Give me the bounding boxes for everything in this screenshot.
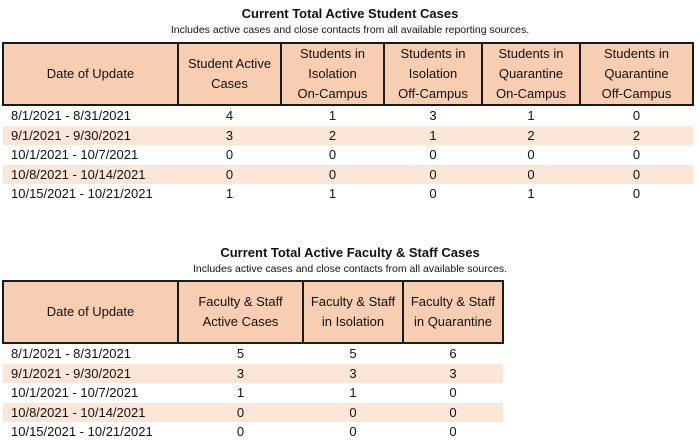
count-cell: 0 <box>527 147 535 162</box>
count-cell: 0 <box>632 186 641 201</box>
column-header: Date of Update <box>3 281 178 343</box>
count-cell: 0 <box>632 147 641 162</box>
count-cell: 2 <box>482 126 580 146</box>
count-cell: 0 <box>178 165 281 185</box>
date-cell: 8/1/2021 - 8/31/2021 <box>11 346 131 361</box>
table-row <box>3 126 693 146</box>
count-cell: 3 <box>303 364 403 384</box>
count-cell: 3 <box>178 126 281 146</box>
date-cell: 10/8/2021 - 10/14/2021 <box>3 165 178 185</box>
student-cases-title: Current Total Active Student Cases <box>241 6 459 21</box>
count-cell: 0 <box>403 403 503 423</box>
count-cell: 0 <box>349 424 357 439</box>
count-cell: 0 <box>236 424 245 439</box>
count-cell: 0 <box>580 165 693 185</box>
column-header: Students in Isolation Off-Campus <box>384 43 482 105</box>
table-row <box>3 364 503 384</box>
count-cell: 6 <box>449 346 457 361</box>
student-cases-table <box>2 42 694 204</box>
date-cell: 8/1/2021 - 8/31/2021 <box>11 108 131 123</box>
count-cell: 4 <box>225 108 234 123</box>
date-cell: 10/15/2021 - 10/21/2021 <box>11 186 153 201</box>
table-row <box>3 422 503 442</box>
count-cell: 1 <box>349 385 357 400</box>
column-header: Student Active Cases <box>178 43 281 105</box>
header-row <box>3 43 693 105</box>
count-cell: 1 <box>527 108 535 123</box>
count-cell: 1 <box>236 385 245 400</box>
student-cases-header <box>3 43 693 105</box>
count-cell: 1 <box>384 126 482 146</box>
column-header: Students in Quarantine Off-Campus <box>580 43 693 105</box>
column-header: Students in Quarantine On-Campus <box>482 43 580 105</box>
date-cell: 10/1/2021 - 10/7/2021 <box>11 147 139 162</box>
student-cases-body <box>3 105 693 204</box>
count-cell: 0 <box>384 165 482 185</box>
count-cell: 3 <box>403 364 503 384</box>
count-cell: 0 <box>632 108 641 123</box>
column-header: Date of Update <box>3 43 178 105</box>
count-cell: 5 <box>349 346 357 361</box>
column-header: Faculty & Staff Active Cases <box>178 281 303 343</box>
table-row <box>3 184 693 204</box>
column-header: Faculty & Staff in Isolation <box>303 281 403 343</box>
count-cell: 3 <box>178 364 303 384</box>
count-cell: 1 <box>328 186 337 201</box>
count-cell: 0 <box>429 147 437 162</box>
staff-cases-header <box>3 281 503 343</box>
table-row <box>3 403 503 423</box>
count-cell: 0 <box>225 147 234 162</box>
count-cell: 0 <box>449 424 457 439</box>
table-row <box>3 145 693 165</box>
staff-cases-table <box>2 280 504 442</box>
count-cell: 0 <box>449 385 457 400</box>
date-cell: 10/15/2021 - 10/21/2021 <box>11 424 153 439</box>
count-cell: 0 <box>281 165 384 185</box>
count-cell: 1 <box>527 186 535 201</box>
table-row <box>3 165 693 185</box>
count-cell: 5 <box>236 346 245 361</box>
table-row <box>3 105 693 126</box>
count-cell: 0 <box>178 403 303 423</box>
date-cell: 10/1/2021 - 10/7/2021 <box>11 385 139 400</box>
header-row <box>3 281 503 343</box>
column-header: Students in Isolation On-Campus <box>281 43 384 105</box>
count-cell: 0 <box>328 147 337 162</box>
count-cell: 2 <box>281 126 384 146</box>
count-cell: 1 <box>225 186 234 201</box>
student-cases-subtitle: Includes active cases and close contacts from all available reporting sources. <box>170 24 530 36</box>
count-cell: 0 <box>429 186 437 201</box>
column-header: Faculty & Staff in Quarantine <box>403 281 503 343</box>
staff-cases-title: Current Total Active Faculty & Staff Cases <box>220 245 480 260</box>
count-cell: 0 <box>303 403 403 423</box>
count-cell: 0 <box>482 165 580 185</box>
count-cell: 2 <box>580 126 693 146</box>
count-cell: 3 <box>429 108 437 123</box>
date-cell: 10/8/2021 - 10/14/2021 <box>3 403 178 423</box>
date-cell: 9/1/2021 - 9/30/2021 <box>3 126 178 146</box>
staff-cases-body <box>3 343 503 442</box>
table-row <box>3 383 503 403</box>
count-cell: 1 <box>328 108 337 123</box>
table-row <box>3 343 503 364</box>
date-cell: 9/1/2021 - 9/30/2021 <box>3 364 178 384</box>
staff-cases-subtitle: Includes active cases and close contacts from all available sources. <box>193 263 507 275</box>
